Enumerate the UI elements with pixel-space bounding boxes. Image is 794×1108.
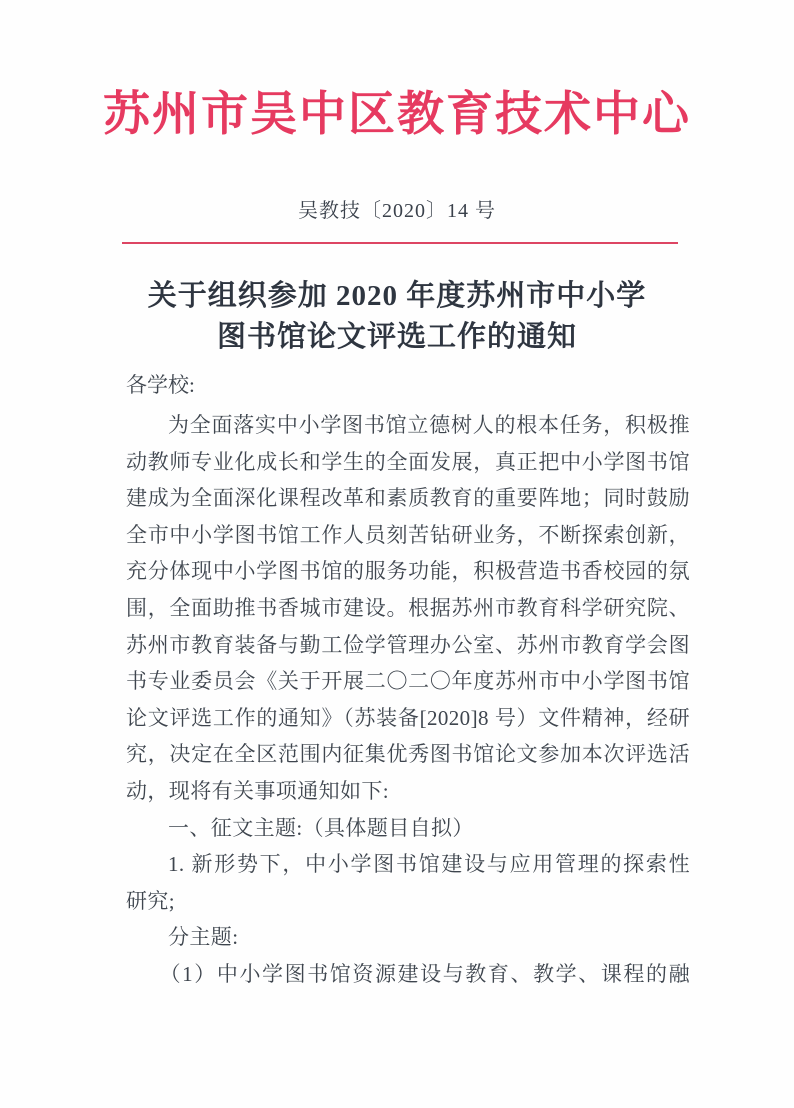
- body-line: 动教师专业化成长和学生的全面发展，真正把中小学图书馆: [126, 449, 690, 474]
- document-body: [126, 407, 690, 993]
- body-line: 充分体现中小学图书馆的服务功能，积极营造书香校园的氛: [126, 559, 690, 584]
- document-title-line2: 图书馆论文评选工作的通知: [216, 321, 577, 353]
- salutation: 各学校:: [126, 373, 195, 397]
- body-line: 全市中小学图书馆工作人员刻苦钻研业务，不断探索创新，: [126, 522, 690, 547]
- body-line: 为全面落实中小学图书馆立德树人的根本任务，积极推: [168, 413, 690, 437]
- body-line: 论文评选工作的通知》（苏装备[2020]8 号）文件精神，经研: [126, 705, 690, 730]
- body-line: （1）中小学图书馆资源建设与教育、教学、课程的融: [159, 961, 690, 986]
- letterhead-title: 苏州市吴中区教育技术中心: [103, 89, 691, 141]
- document-title-line1: 关于组织参加 2020 年度苏州市中小学: [147, 280, 647, 312]
- body-line: 究，决定在全区范围内征集优秀图书馆论文参加本次评选活: [126, 742, 690, 767]
- document-number: 吴教技〔2020〕14 号: [298, 200, 496, 222]
- document-title: [0, 276, 794, 358]
- red-divider-line: [122, 242, 678, 244]
- body-line: 围，全面助推书香城市建设。根据苏州市教育科学研究院、: [126, 595, 690, 620]
- body-line: 1. 新形势下，中小学图书馆建设与应用管理的探索性: [168, 852, 690, 877]
- body-line: 书专业委员会《关于开展二〇二〇年度苏州市中小学图书馆: [126, 669, 690, 694]
- body-line: 分主题:: [168, 925, 239, 950]
- body-line: 研究;: [126, 888, 176, 913]
- body-line: 建成为全面深化课程改革和素质教育的重要阵地；同时鼓励: [126, 486, 690, 511]
- body-line: 一、征文主题:（具体题目自拟）: [168, 815, 474, 840]
- body-line: 动，现将有关事项通知如下:: [126, 778, 390, 803]
- body-line: 苏州市教育装备与勤工俭学管理办公室、苏州市教育学会图: [126, 632, 690, 657]
